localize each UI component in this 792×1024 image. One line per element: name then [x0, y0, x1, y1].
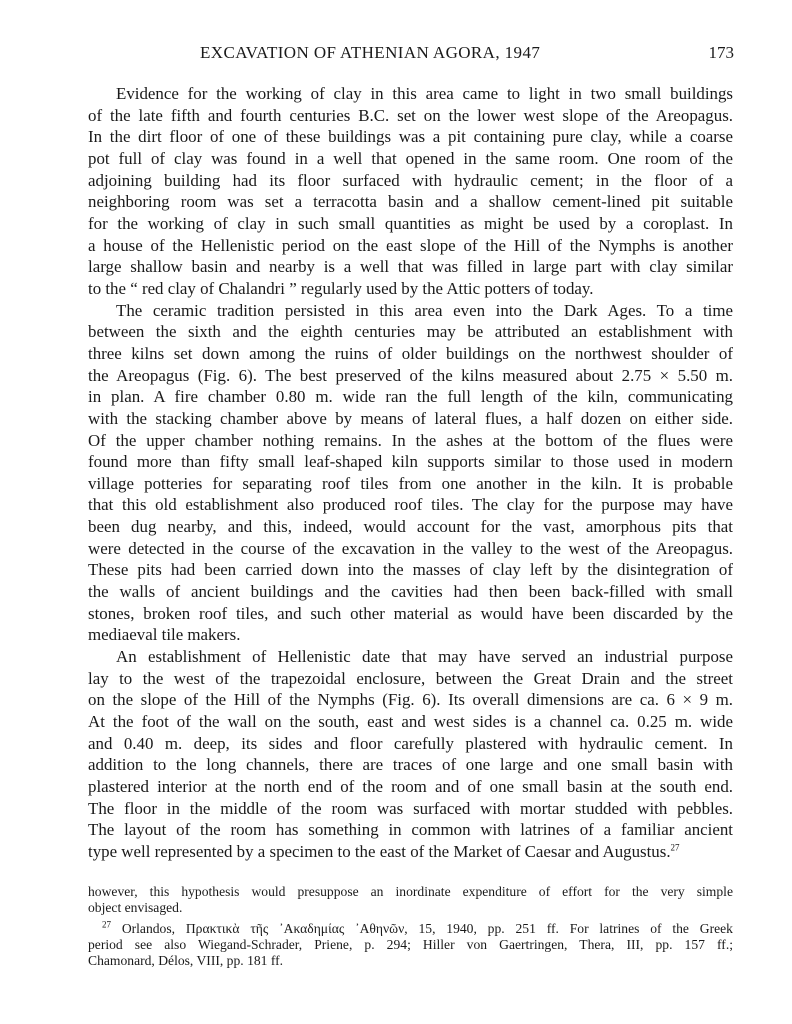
- text-line: Of the upper chamber nothing remains. In the ashes at the bottom of the flues were: [88, 430, 733, 450]
- text-line: The floor in the middle of the room was surfaced with mortar studded with pebbles.: [88, 798, 733, 818]
- text-line: stones, broken roof tiles, and such other material as would have been discarded by the: [88, 603, 733, 623]
- footnote-line: object envisaged.: [88, 900, 183, 916]
- text-line: a house of the Hellenistic period on the east slope of the Hill of the Nymphs is another: [88, 235, 733, 255]
- paragraph-2: [88, 300, 733, 647]
- text-line: the Areopagus (Fig. 6). The best preserved of the kilns measured about 2.75 × 5.50 m.: [88, 365, 733, 385]
- text-line: An establishment of Hellenistic date that may have served an industrial purpose: [116, 647, 733, 667]
- text-line: been dug nearby, and this, indeed, would account for the vast, amorphous pits that: [88, 517, 733, 537]
- text-line: large shallow basin and nearby is a well that was filled in large part with clay similar: [88, 257, 733, 277]
- text-line: [88, 841, 733, 863]
- text-line: that this old establishment also produced roof tiles. The clay for the purpose may have: [88, 495, 733, 515]
- text-line: were detected in the course of the excavation in the valley to the west of the Areopagus.: [88, 538, 733, 558]
- text-line: to the “ red clay of Chalandri ” regularly used by the Attic potters of today.: [88, 278, 594, 298]
- text-line: addition to the long channels, there are traces of one large and one small basin with: [88, 755, 733, 775]
- running-title: EXCAVATION OF ATHENIAN AGORA, 1947: [200, 43, 541, 62]
- paragraph-1: [88, 83, 733, 300]
- text-line: plastered interior at the north end of the room and of one small basin at the south end.: [88, 777, 733, 796]
- paragraph-3: [88, 646, 733, 863]
- footnote-continuation: [88, 884, 733, 917]
- text-line: of the late fifth and fourth centuries B.C. set on the lower west slope of the Areopagus.: [88, 105, 733, 125]
- text-line: lay to the west of the trapezoidal enclosure, between the Great Drain and the street: [88, 668, 733, 688]
- text-line: The layout of the room has something in common with latrines of a familiar ancient: [88, 820, 733, 840]
- footnote-marker: 27: [102, 919, 111, 930]
- text-line: In the dirt floor of one of these buildings was a pit containing pure clay, while a coarse: [88, 127, 733, 147]
- text-line: found more than fifty small leaf-shaped kiln supports similar to those used in modern: [88, 452, 733, 472]
- footnote-27: [88, 921, 733, 970]
- footnote-line: [88, 921, 733, 937]
- text-line: three kilns set down among the ruins of older buildings on the northwest shoulder of: [88, 343, 733, 363]
- text-line: mediaeval tile makers.: [88, 625, 241, 645]
- footnote-line: period see also Wiegand-Schrader, Priene, p. 294; Hiller von Gaertringen, Thera, III, pp. 157 ff.;: [88, 936, 733, 952]
- text-line: pot full of clay was found in a well that opened in the same room. One room of the: [88, 148, 733, 168]
- footnote-ref-27[interactable]: 27: [670, 842, 680, 853]
- text-line: between the sixth and the eighth centuries may be attributed an establishment with: [88, 322, 733, 342]
- text-line: and 0.40 m. deep, its sides and floor carefully plastered with hydraulic cement. In: [88, 733, 733, 753]
- text-line: neighboring room was set a terracotta basin and a shallow cement-lined pit suitable: [88, 192, 733, 212]
- footnotes: [88, 884, 733, 969]
- text-line: with the stacking chamber above by means of lateral flues, a half dozen on either side.: [88, 408, 733, 428]
- text-line: the walls of ancient buildings and the cavities had then been back-filled with small: [88, 582, 733, 602]
- text-line: Evidence for the working of clay in this area came to light in two small buildings: [116, 84, 733, 103]
- main-text: [88, 83, 733, 863]
- running-header: [88, 43, 734, 73]
- text-line: on the slope of the Hill of the Nymphs (Fig. 6). Its overall dimensions are ca. 6 × 9 m.: [88, 690, 733, 710]
- text-line: for the working of clay in such small quantities as might be used by a coroplast. In: [88, 213, 733, 233]
- text-line: adjoining building had its floor surfaced with hydraulic cement; in the floor of a: [88, 170, 733, 190]
- text-line: At the foot of the wall on the south, east and west sides is a channel ca. 0.25 m. wide: [88, 712, 733, 732]
- page-number: 173: [708, 43, 734, 62]
- text-line: in plan. A fire chamber 0.80 m. wide ran the full length of the kiln, communicating: [88, 387, 733, 407]
- text-line: The ceramic tradition persisted in this area even into the Dark Ages. To a time: [116, 300, 733, 320]
- footnote-text: Orlandos, Πρακτικὰ τῆς ᾿Ακαδημίας ᾿Αθηνῶν, 15, 1940, pp. 251 ff. For latrines of the Greek: [121, 920, 733, 936]
- text-line: village potteries for separating roof tiles from one another in the kiln. It is probable: [88, 473, 733, 493]
- footnote-line: however, this hypothesis would presuppose an inordinate expenditure of effort for the very simple: [88, 884, 733, 899]
- text-line-content: type well represented by a specimen to the east of the Market of Caesar and Augustus.: [88, 841, 671, 861]
- text-line: These pits had been carried down into the masses of clay left by the disintegration of: [88, 560, 733, 580]
- footnote-line: Chamonard, Délos, VIII, pp. 181 ff.: [88, 953, 284, 969]
